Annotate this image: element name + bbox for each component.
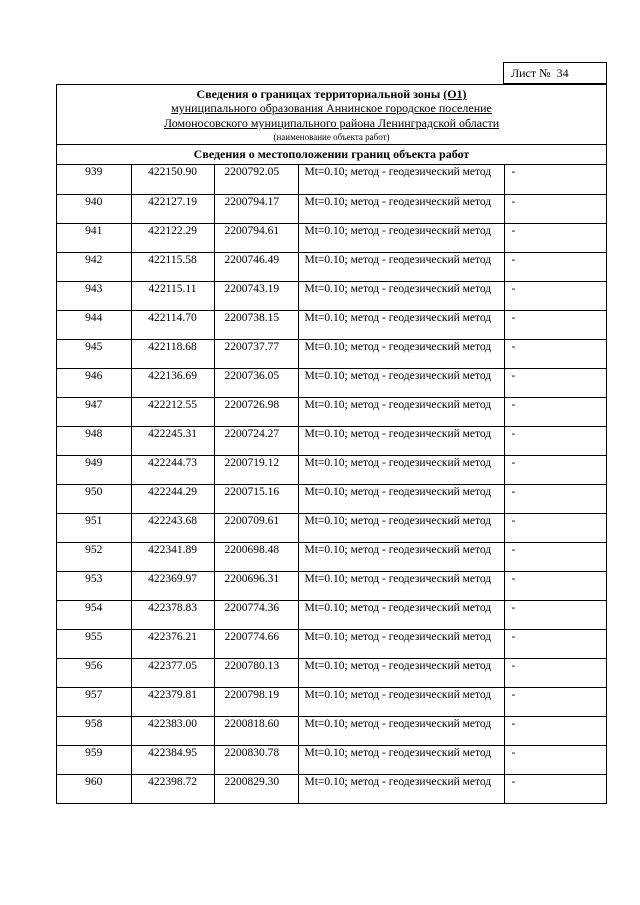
coord-y-cell: 2200830.78 xyxy=(214,745,298,774)
coord-x-cell: 422136.69 xyxy=(131,368,214,397)
point-number-cell: 960 xyxy=(57,774,131,803)
note-cell: - xyxy=(504,542,606,571)
point-number-cell: 947 xyxy=(57,397,131,426)
method-cell: Mt=0.10; метод - геодезический метод xyxy=(298,194,504,223)
method-cell: Mt=0.10; метод - геодезический метод xyxy=(298,484,504,513)
table-row xyxy=(57,281,606,310)
coord-x-cell: 422150.90 xyxy=(131,165,214,194)
point-number-cell: 951 xyxy=(57,513,131,542)
title-text: Сведения о границах территориальной зоны xyxy=(196,87,441,101)
coordinates-table-body xyxy=(57,165,606,803)
point-number-cell: 944 xyxy=(57,310,131,339)
table-row xyxy=(57,629,606,658)
coord-y-cell: 2200792.05 xyxy=(214,165,298,194)
coord-x-cell: 422384.95 xyxy=(131,745,214,774)
coord-y-cell: 2200715.16 xyxy=(214,484,298,513)
method-cell: Mt=0.10; метод - геодезический метод xyxy=(298,658,504,687)
note-cell: - xyxy=(504,397,606,426)
method-cell: Mt=0.10; метод - геодезический метод xyxy=(298,774,504,803)
table-row xyxy=(57,339,606,368)
table-row xyxy=(57,571,606,600)
section-subheader: Сведения о местоположении границ объекта работ xyxy=(57,145,606,165)
note-cell: - xyxy=(504,426,606,455)
table-row xyxy=(57,426,606,455)
method-cell: Mt=0.10; метод - геодезический метод xyxy=(298,223,504,252)
coord-y-cell: 2200726.98 xyxy=(214,397,298,426)
note-cell: - xyxy=(504,252,606,281)
method-cell: Mt=0.10; метод - геодезический метод xyxy=(298,571,504,600)
coord-x-cell: 422244.73 xyxy=(131,455,214,484)
table-row xyxy=(57,252,606,281)
method-cell: Mt=0.10; метод - геодезический метод xyxy=(298,687,504,716)
point-number-cell: 958 xyxy=(57,716,131,745)
note-cell: - xyxy=(504,455,606,484)
table-row xyxy=(57,484,606,513)
note-cell: - xyxy=(504,339,606,368)
note-cell: - xyxy=(504,571,606,600)
coord-x-cell: 422115.58 xyxy=(131,252,214,281)
method-cell: Mt=0.10; метод - геодезический метод xyxy=(298,629,504,658)
sheet-number: 34 xyxy=(556,66,569,80)
note-cell: - xyxy=(504,774,606,803)
coord-x-cell: 422244.29 xyxy=(131,484,214,513)
document-title xyxy=(57,87,606,101)
table-row xyxy=(57,716,606,745)
coord-y-cell: 2200794.61 xyxy=(214,223,298,252)
point-number-cell: 952 xyxy=(57,542,131,571)
method-cell: Mt=0.10; метод - геодезический метод xyxy=(298,600,504,629)
coord-x-cell: 422212.55 xyxy=(131,397,214,426)
coord-x-cell: 422118.68 xyxy=(131,339,214,368)
method-cell: Mt=0.10; метод - геодезический метод xyxy=(298,368,504,397)
coord-x-cell: 422369.97 xyxy=(131,571,214,600)
method-cell: Mt=0.10; метод - геодезический метод xyxy=(298,339,504,368)
method-cell: Mt=0.10; метод - геодезический метод xyxy=(298,542,504,571)
table-row xyxy=(57,310,606,339)
point-number-cell: 943 xyxy=(57,281,131,310)
note-cell: - xyxy=(504,745,606,774)
coord-y-cell: 2200798.19 xyxy=(214,687,298,716)
coord-y-cell: 2200736.05 xyxy=(214,368,298,397)
zone-code: (О1) xyxy=(443,87,467,101)
method-cell: Mt=0.10; метод - геодезический метод xyxy=(298,716,504,745)
coord-y-cell: 2200737.77 xyxy=(214,339,298,368)
note-cell: - xyxy=(504,658,606,687)
point-number-cell: 954 xyxy=(57,600,131,629)
coord-x-cell: 422379.81 xyxy=(131,687,214,716)
table-row xyxy=(57,165,606,194)
note-cell: - xyxy=(504,687,606,716)
point-number-cell: 956 xyxy=(57,658,131,687)
coord-y-cell: 2200698.48 xyxy=(214,542,298,571)
point-number-cell: 955 xyxy=(57,629,131,658)
table-row xyxy=(57,397,606,426)
table-row xyxy=(57,774,606,803)
table-row xyxy=(57,658,606,687)
municipality-line: муниципального образования Аннинское городское поселение xyxy=(171,101,492,115)
note-cell: - xyxy=(504,281,606,310)
method-cell: Mt=0.10; метод - геодезический метод xyxy=(298,252,504,281)
coord-y-cell: 2200774.36 xyxy=(214,600,298,629)
point-number-cell: 945 xyxy=(57,339,131,368)
method-cell: Mt=0.10; метод - геодезический метод xyxy=(298,310,504,339)
coord-y-cell: 2200780.13 xyxy=(214,658,298,687)
coord-x-cell: 422245.31 xyxy=(131,426,214,455)
method-cell: Mt=0.10; метод - геодезический метод xyxy=(298,397,504,426)
document-header xyxy=(57,85,606,145)
coord-x-cell: 422115.11 xyxy=(131,281,214,310)
method-cell: Mt=0.10; метод - геодезический метод xyxy=(298,745,504,774)
point-number-cell: 940 xyxy=(57,194,131,223)
boundary-document xyxy=(56,84,607,804)
coord-y-cell: 2200829.30 xyxy=(214,774,298,803)
coord-y-cell: 2200738.15 xyxy=(214,310,298,339)
coord-x-cell: 422114.70 xyxy=(131,310,214,339)
table-row xyxy=(57,745,606,774)
sheet-number-box xyxy=(503,62,607,84)
object-caption: (наименование объекта работ) xyxy=(273,132,390,142)
table-row xyxy=(57,600,606,629)
coord-y-cell: 2200696.31 xyxy=(214,571,298,600)
note-cell: - xyxy=(504,165,606,194)
note-cell: - xyxy=(504,368,606,397)
coord-x-cell: 422243.68 xyxy=(131,513,214,542)
point-number-cell: 953 xyxy=(57,571,131,600)
coord-y-cell: 2200724.27 xyxy=(214,426,298,455)
point-number-cell: 948 xyxy=(57,426,131,455)
coord-x-cell: 422376.21 xyxy=(131,629,214,658)
table-row xyxy=(57,687,606,716)
note-cell: - xyxy=(504,513,606,542)
coord-y-cell: 2200746.49 xyxy=(214,252,298,281)
coord-y-cell: 2200794.17 xyxy=(214,194,298,223)
method-cell: Mt=0.10; метод - геодезический метод xyxy=(298,281,504,310)
coord-x-cell: 422377.05 xyxy=(131,658,214,687)
coord-y-cell: 2200818.60 xyxy=(214,716,298,745)
coord-x-cell: 422383.00 xyxy=(131,716,214,745)
table-row xyxy=(57,513,606,542)
method-cell: Mt=0.10; метод - геодезический метод xyxy=(298,513,504,542)
point-number-cell: 942 xyxy=(57,252,131,281)
point-number-cell: 939 xyxy=(57,165,131,194)
table-row xyxy=(57,455,606,484)
coord-x-cell: 422398.72 xyxy=(131,774,214,803)
district-line: Ломоносовского муниципального района Ленинградской области xyxy=(163,116,500,130)
coord-x-cell: 422122.29 xyxy=(131,223,214,252)
note-cell: - xyxy=(504,600,606,629)
table-row xyxy=(57,223,606,252)
point-number-cell: 946 xyxy=(57,368,131,397)
coord-y-cell: 2200709.61 xyxy=(214,513,298,542)
coordinates-table xyxy=(57,165,606,804)
table-row xyxy=(57,368,606,397)
note-cell: - xyxy=(504,629,606,658)
method-cell: Mt=0.10; метод - геодезический метод xyxy=(298,165,504,194)
coord-x-cell: 422127.19 xyxy=(131,194,214,223)
point-number-cell: 959 xyxy=(57,745,131,774)
note-cell: - xyxy=(504,194,606,223)
note-cell: - xyxy=(504,484,606,513)
note-cell: - xyxy=(504,716,606,745)
table-row xyxy=(57,194,606,223)
point-number-cell: 949 xyxy=(57,455,131,484)
point-number-cell: 941 xyxy=(57,223,131,252)
point-number-cell: 957 xyxy=(57,687,131,716)
sheet-label: Лист № xyxy=(511,66,551,80)
coord-y-cell: 2200743.19 xyxy=(214,281,298,310)
note-cell: - xyxy=(504,223,606,252)
coord-y-cell: 2200719.12 xyxy=(214,455,298,484)
coord-y-cell: 2200774.66 xyxy=(214,629,298,658)
method-cell: Mt=0.10; метод - геодезический метод xyxy=(298,426,504,455)
note-cell: - xyxy=(504,310,606,339)
coord-x-cell: 422378.83 xyxy=(131,600,214,629)
table-row xyxy=(57,542,606,571)
coord-x-cell: 422341.89 xyxy=(131,542,214,571)
method-cell: Mt=0.10; метод - геодезический метод xyxy=(298,455,504,484)
point-number-cell: 950 xyxy=(57,484,131,513)
